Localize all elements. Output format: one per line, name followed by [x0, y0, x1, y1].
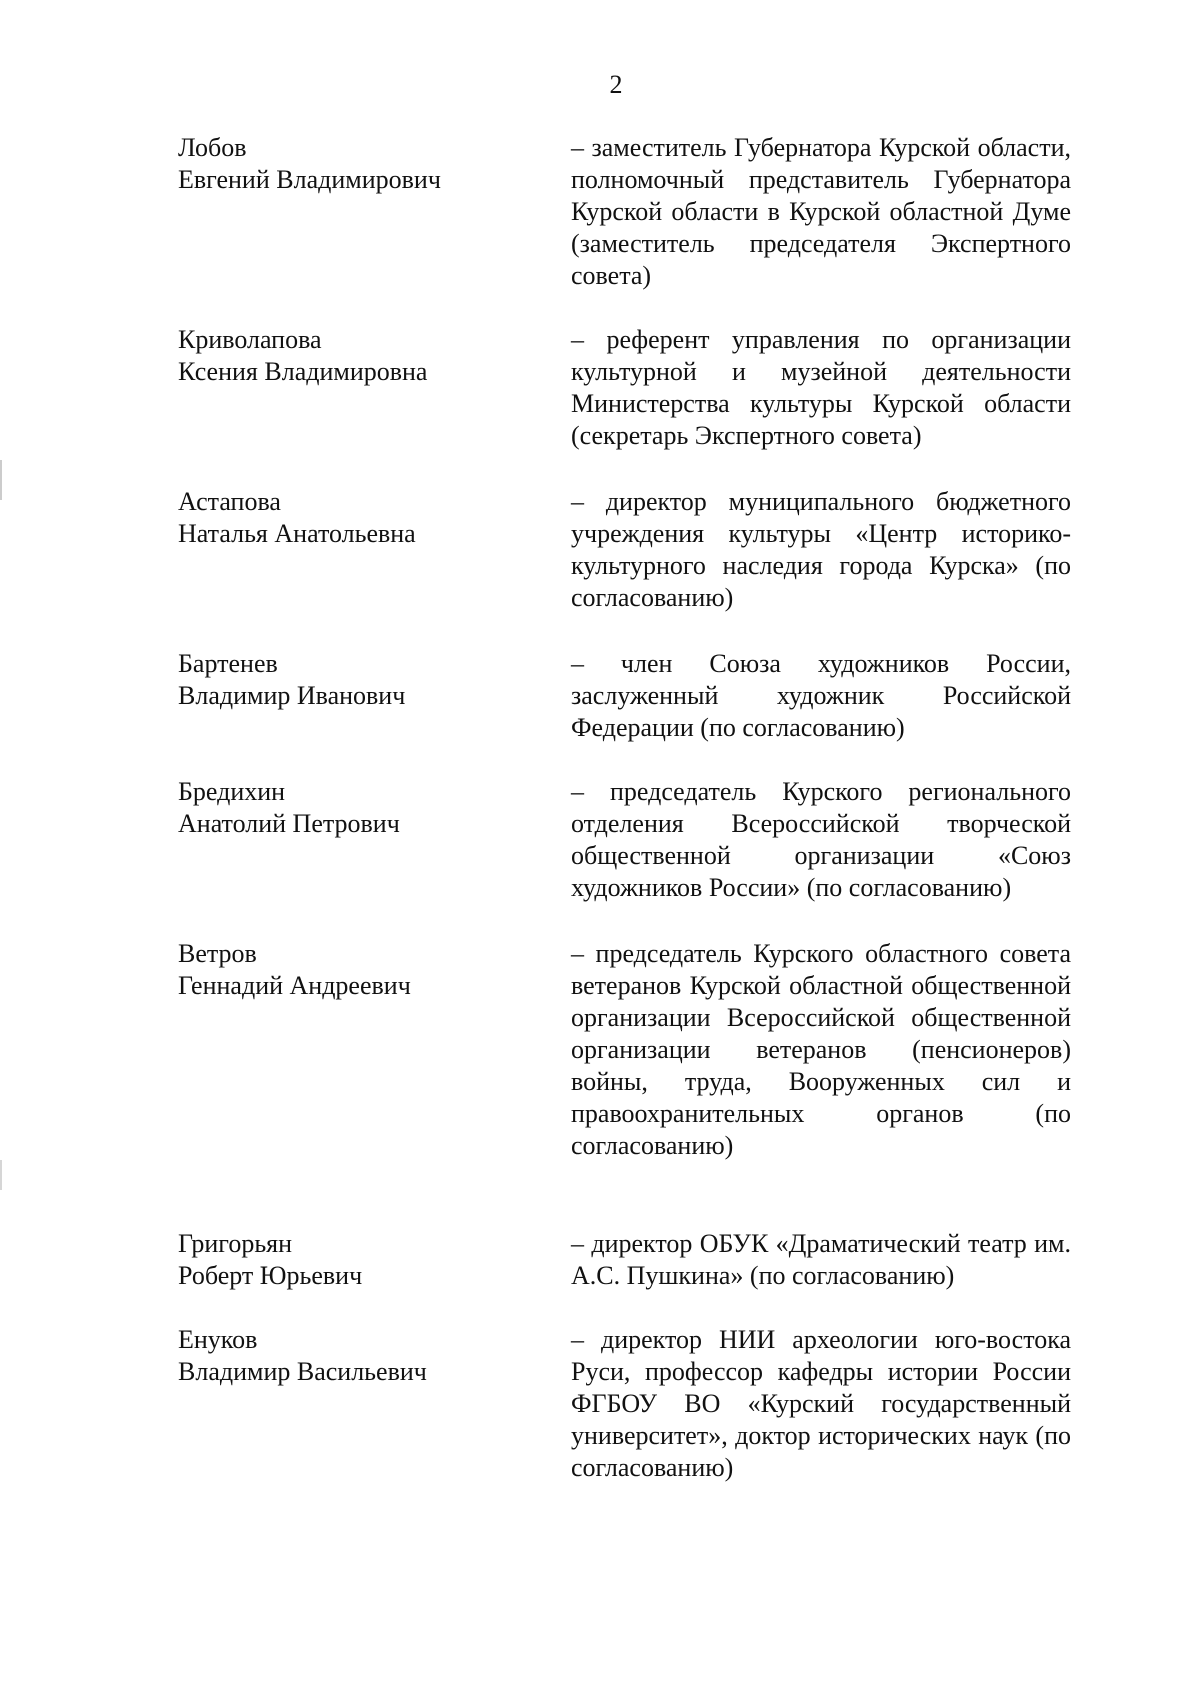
member-surname: Астапова — [178, 487, 281, 516]
member-surname: Бредихин — [178, 777, 286, 806]
member-name — [178, 648, 538, 712]
member-name — [178, 132, 538, 196]
member-position: – член Союза художников России, заслуженный художник Российской Федерации (по согласованию) — [571, 649, 1071, 742]
member-given-names: Евгений Владимирович — [178, 165, 441, 194]
member-position: – директор муниципального бюджетного учреждения культуры «Центр историко-культурного наследия города Курска» (по согласованию) — [571, 487, 1071, 612]
member-given-names: Геннадий Андреевич — [178, 971, 411, 1000]
member-position: – председатель Курского областного совета ветеранов Курской областной общественной организации Всероссийской общественной организации ветеранов (пенсионеров) войны, труда, Вооруженных сил и правоохранительных органов (по согласованию) — [571, 939, 1071, 1160]
member-name — [178, 1324, 538, 1388]
member-surname: Криволапова — [178, 325, 322, 354]
member-given-names: Наталья Анатольевна — [178, 519, 416, 548]
member-name — [178, 324, 538, 388]
member-position: – директор ОБУК «Драматический театр им. А.С. Пушкина» (по согласованию) — [571, 1229, 1071, 1290]
member-position: – референт управления по организации культурной и музейной деятельности Министерства культуры Курской области (секретарь Экспертного совета) — [571, 325, 1071, 450]
member-position: – директор НИИ археологии юго-востока Руси, профессор кафедры истории России ФГБОУ ВО «Курский государственный университет», доктор исторических наук (по согласованию) — [571, 1325, 1071, 1482]
left-edge-scan-mark — [0, 460, 2, 500]
member-given-names: Владимир Васильевич — [178, 1357, 427, 1386]
member-name — [178, 486, 538, 550]
member-surname: Лобов — [178, 133, 247, 162]
member-given-names: Роберт Юрьевич — [178, 1261, 363, 1290]
member-surname: Ветров — [178, 939, 257, 968]
member-given-names: Владимир Иванович — [178, 681, 406, 710]
member-name — [178, 938, 538, 1002]
member-given-names: Ксения Владимировна — [178, 357, 428, 386]
page-number: 2 — [609, 70, 623, 99]
member-name — [178, 1228, 538, 1292]
left-edge-scan-mark — [0, 1160, 2, 1190]
member-given-names: Анатолий Петрович — [178, 809, 400, 838]
member-name — [178, 776, 538, 840]
member-surname: Бартенев — [178, 649, 278, 678]
member-position: – заместитель Губернатора Курской области, полномочный представитель Губернатора Курской области в Курской областной Думе (заместитель председателя Экспертного совета) — [571, 133, 1071, 290]
member-position: – председатель Курского регионального отделения Всероссийской творческой общественной организации «Союз художников России» (по согласованию) — [571, 777, 1071, 902]
member-surname: Григорьян — [178, 1229, 293, 1258]
member-surname: Енуков — [178, 1325, 258, 1354]
